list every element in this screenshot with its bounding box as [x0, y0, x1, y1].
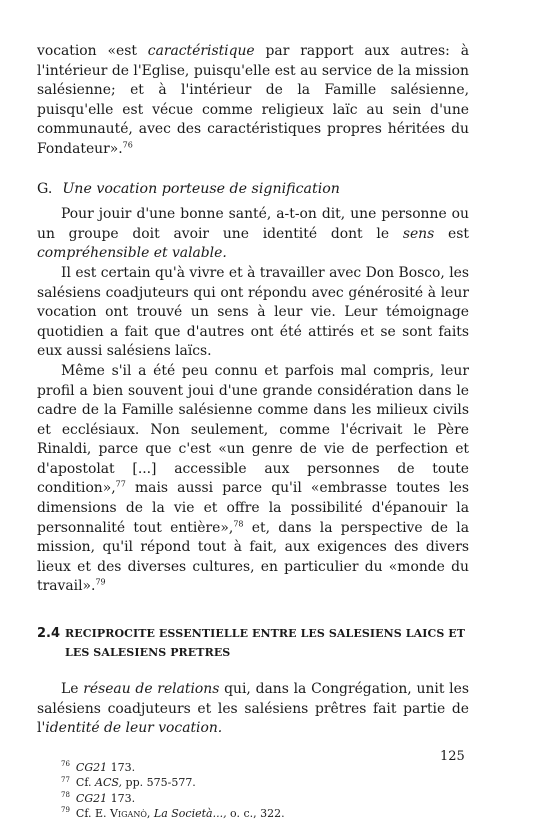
emphasis: caractéristique: [147, 43, 255, 59]
emphasis: réseau de relations: [83, 681, 220, 698]
footnote-ref[interactable]: 79: [95, 577, 106, 587]
footnote-text: pp. 575-577.: [122, 776, 196, 790]
text: par rapport aux autres: à l'intérieur de l'Eglise, puisqu'elle est au service de la mission salésienne; et à l'intérieur de la Famille salésienne, puisqu'elle est vécue comme religieux laïc au sein d'une communauté, avec des caractéristiques propres héritées du Fondateur».: [37, 43, 469, 157]
paragraph-1: [37, 42, 469, 160]
footnote-source: CG21: [75, 791, 108, 805]
footnote-78: [61, 791, 469, 806]
paragraph-3: Il est certain qu'à vivre et à travailler avec Don Bosco, les salésiens coadjuteurs qui ont répondu avec générosité à leur vocation ont trouvé un sens à leur vie. Leur témoignage quotidien a fait que d'autres ont été attirés et se sont faits eux aussi salésiens laïcs.: [37, 264, 469, 360]
footnotes: [37, 760, 469, 821]
footnote-77: [61, 775, 469, 790]
section-number: 2.4: [37, 626, 61, 642]
paragraph-2: [37, 205, 469, 264]
subheading-letter: G.: [37, 180, 53, 197]
text: vocation «est: [37, 43, 148, 59]
emphasis: compréhensible et valable.: [37, 245, 227, 262]
footnote-number: 76: [61, 760, 70, 769]
footnote-ref[interactable]: 76: [122, 140, 133, 150]
footnote-text: 173.: [107, 760, 136, 774]
section-title: RECIPROCITE ESSENTIELLE ENTRE LES SALESIENS LAICS ET LES SALESIENS PRETRES: [65, 627, 466, 659]
paragraph-5: [37, 680, 469, 739]
emphasis: sens: [402, 225, 435, 242]
text: est: [434, 225, 469, 242]
paragraph-4: [37, 362, 469, 597]
footnote-source: La Società...,: [153, 807, 227, 821]
text: qui, dans la Congrégation, unit les salésiens coadjuteurs et les salésiens prêtres fait partie de l': [37, 681, 469, 737]
footnote-text: Cf. E.: [75, 807, 111, 821]
footnote-text: 173.: [107, 791, 136, 805]
footnote-79: $^{79}$ Cf. E. Viganò, La Società..., o. c., 322.: [61, 806, 285, 821]
section-heading: [37, 625, 469, 662]
text: Le: [61, 681, 84, 698]
text: et, dans la perspective de la mission, qu'il répond tout à fait, aux exigences des divers lieux et des diverses cultures, en particulier du «monde du travail».: [37, 519, 469, 595]
footnote-76: [61, 760, 469, 775]
footnote-text: Cf.: [75, 776, 96, 790]
page-number: 125: [440, 749, 465, 764]
footnote-source: CG21: [75, 760, 108, 774]
footnote-number: 79: [61, 806, 70, 815]
footnote-author: Viganò: [110, 807, 147, 821]
footnote-text: o. c., 322.: [226, 807, 285, 821]
page-body: [37, 42, 469, 821]
footnote-ref[interactable]: 78: [233, 519, 244, 529]
text: Même s'il a été peu connu et parfois mal compris, leur profil a bien souvent joui d'une grande considération dans le cadre de la Famille salésienne comme dans les milieux civils et ecclésiaux. Non seulement, comme l'écrivait le Père Rinaldi, parce que c'est «un genre de vie de perfection et d'apostolat [...] accessible aux personnes de toute condition»,: [37, 362, 469, 497]
emphasis: identité de leur vocation.: [45, 720, 223, 737]
footnote-number: 78: [61, 790, 70, 799]
footnote-ref[interactable]: 77: [115, 479, 126, 489]
footnote-number: 77: [61, 775, 70, 784]
text: mais aussi parce qu'il «embrasse toutes les dimensions de la vie et offre la possibilité d'épanouir la personnalité tout entière»,: [37, 480, 469, 536]
subheading-title: Une vocation porteuse de signification: [62, 180, 340, 197]
subheading-g: [37, 180, 469, 200]
text: Pour jouir d'une bonne santé, a-t-on dit, une personne ou un groupe doit avoir une identité dont le: [37, 206, 469, 242]
footnote-source: ACS,: [95, 776, 123, 790]
